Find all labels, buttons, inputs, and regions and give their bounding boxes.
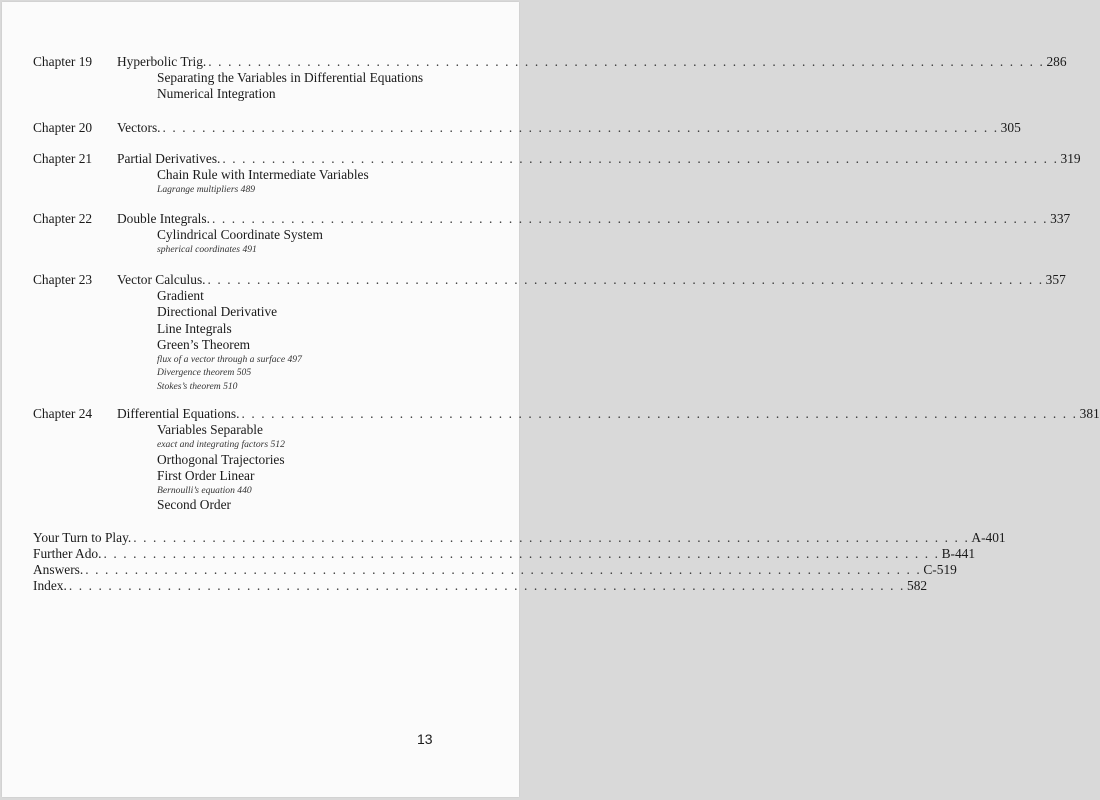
chapter-page: 381 (1079, 406, 1100, 421)
back-matter-title: Index. (33, 578, 67, 593)
chapter-entry (117, 406, 1100, 422)
chapter-label: Chapter 22 (33, 211, 93, 226)
back-matter-entry (33, 530, 1006, 546)
chapter-page: 357 (1045, 272, 1066, 287)
back-matter-page: A-401 (971, 530, 1006, 545)
chapter-title: Hyperbolic Trig. (117, 54, 207, 69)
chapter-title: Double Integrals. (117, 211, 210, 226)
subtopic-note: spherical coordinates 491 (157, 244, 257, 256)
page-number: 13 (417, 731, 433, 747)
chapter-entry (117, 211, 1071, 227)
chapter-label: Chapter 21 (33, 151, 93, 166)
leader-dots: . . . . . . . . . . . . . . . . . . . . . . . . . . . . . . . . . . . . . . . . . . . . . . . . . . . . . . . . . . . . . . . . . . . . . . . . . . . . . . . . . . . . . (207, 272, 1044, 287)
chapter-entry (117, 120, 1021, 136)
back-matter-page: 582 (907, 578, 928, 593)
chapter-entry (117, 54, 1067, 70)
chapter-label: Chapter 24 (33, 406, 93, 421)
chapter-label: Chapter 19 (33, 54, 93, 69)
back-matter-page: B-441 (941, 546, 976, 561)
leader-dots: . . . . . . . . . . . . . . . . . . . . . . . . . . . . . . . . . . . . . . . . . . . . . . . . . . . . . . . . . . . . . . . . . . . . . . . . . . . . . . . . . . . . . (68, 578, 905, 593)
subtopic-note: Bernoulli’s equation 440 (157, 485, 252, 497)
chapter-title: Vector Calculus. (117, 272, 206, 287)
subtopic-note: Divergence theorem 505 (157, 367, 252, 379)
subtopic-list (157, 227, 323, 257)
back-matter-entry (33, 546, 976, 562)
leader-dots: . . . . . . . . . . . . . . . . . . . . . . . . . . . . . . . . . . . . . . . . . . . . . . . . . . . . . . . . . . . . . . . . . . . . . . . . . . . . . . . . . . . . . (222, 151, 1059, 166)
book-page (2, 2, 1100, 797)
back-matter-title: Further Ado. (33, 546, 102, 561)
leader-dots: . . . . . . . . . . . . . . . . . . . . . . . . . . . . . . . . . . . . . . . . . . . . . . . . . . . . . . . . . . . . . . . . . . . . . . . . . . . . . . . . . . . . . (85, 562, 922, 577)
back-matter-page: C-519 (923, 562, 957, 577)
chapter-label: Chapter 23 (33, 272, 93, 287)
chapter-page: 286 (1046, 54, 1067, 69)
chapter-title: Vectors. (117, 120, 161, 135)
subtopic-note: Lagrange multipliers 489 (157, 184, 256, 196)
subtopic-note: Stokes’s theorem 510 (157, 380, 238, 392)
subtopic: Green’s Theorem (157, 336, 251, 352)
subtopic: First Order Linear (157, 467, 255, 483)
subtopic-list (157, 167, 369, 197)
subtopic: Gradient (157, 288, 204, 303)
chapter-entry (117, 151, 1081, 167)
subtopic-list (157, 70, 423, 103)
subtopic: Line Integrals (157, 320, 232, 336)
subtopic: Second Order (157, 497, 231, 513)
leader-dots: . . . . . . . . . . . . . . . . . . . . . . . . . . . . . . . . . . . . . . . . . . . . . . . . . . . . . . . . . . . . . . . . . . . . . . . . . . . . . . . . . . . . . (103, 546, 940, 561)
back-matter-entry (33, 578, 928, 594)
chapter-title: Differential Equations. (117, 406, 240, 421)
back-matter-title: Answers. (33, 562, 84, 577)
back-matter-entry (33, 562, 957, 578)
chapter-title: Partial Derivatives. (117, 151, 221, 166)
back-matter-title: Your Turn to Play. (33, 530, 132, 545)
subtopic-list (157, 288, 302, 393)
leader-dots: . . . . . . . . . . . . . . . . . . . . . . . . . . . . . . . . . . . . . . . . . . . . . . . . . . . . . . . . . . . . . . . . . . . . . . . . . . . . . . . . . . . . . (241, 406, 1078, 421)
leader-dots: . . . . . . . . . . . . . . . . . . . . . . . . . . . . . . . . . . . . . . . . . . . . . . . . . . . . . . . . . . . . . . . . . . . . . . . . . . . . . . . . . . . . . (208, 54, 1045, 69)
chapter-page: 305 (1000, 120, 1021, 135)
subtopic: Chain Rule with Intermediate Variables (157, 167, 369, 182)
chapter-page: 337 (1050, 211, 1071, 226)
subtopic: Variables Separable (157, 422, 263, 437)
chapter-label: Chapter 20 (33, 120, 93, 135)
subtopic: Numerical Integration (157, 86, 276, 102)
subtopic: Orthogonal Trajectories (157, 451, 285, 467)
subtopic: Separating the Variables in Differential Equations (157, 70, 424, 85)
subtopic: Directional Derivative (157, 304, 278, 320)
subtopic-note: flux of a vector through a surface 497 (157, 354, 302, 366)
leader-dots: . . . . . . . . . . . . . . . . . . . . . . . . . . . . . . . . . . . . . . . . . . . . . . . . . . . . . . . . . . . . . . . . . . . . . . . . . . . . . . . . . . . . . (133, 530, 970, 545)
chapter-entry (117, 272, 1066, 288)
leader-dots: . . . . . . . . . . . . . . . . . . . . . . . . . . . . . . . . . . . . . . . . . . . . . . . . . . . . . . . . . . . . . . . . . . . . . . . . . . . . . . . . . . . . . (162, 120, 999, 135)
subtopic-note: exact and integrating factors 512 (157, 439, 285, 451)
subtopic-list (157, 422, 285, 514)
subtopic: Cylindrical Coordinate System (157, 227, 323, 242)
chapter-page: 319 (1060, 151, 1081, 166)
leader-dots: . . . . . . . . . . . . . . . . . . . . . . . . . . . . . . . . . . . . . . . . . . . . . . . . . . . . . . . . . . . . . . . . . . . . . . . . . . . . . . . . . . . . . (211, 211, 1049, 226)
